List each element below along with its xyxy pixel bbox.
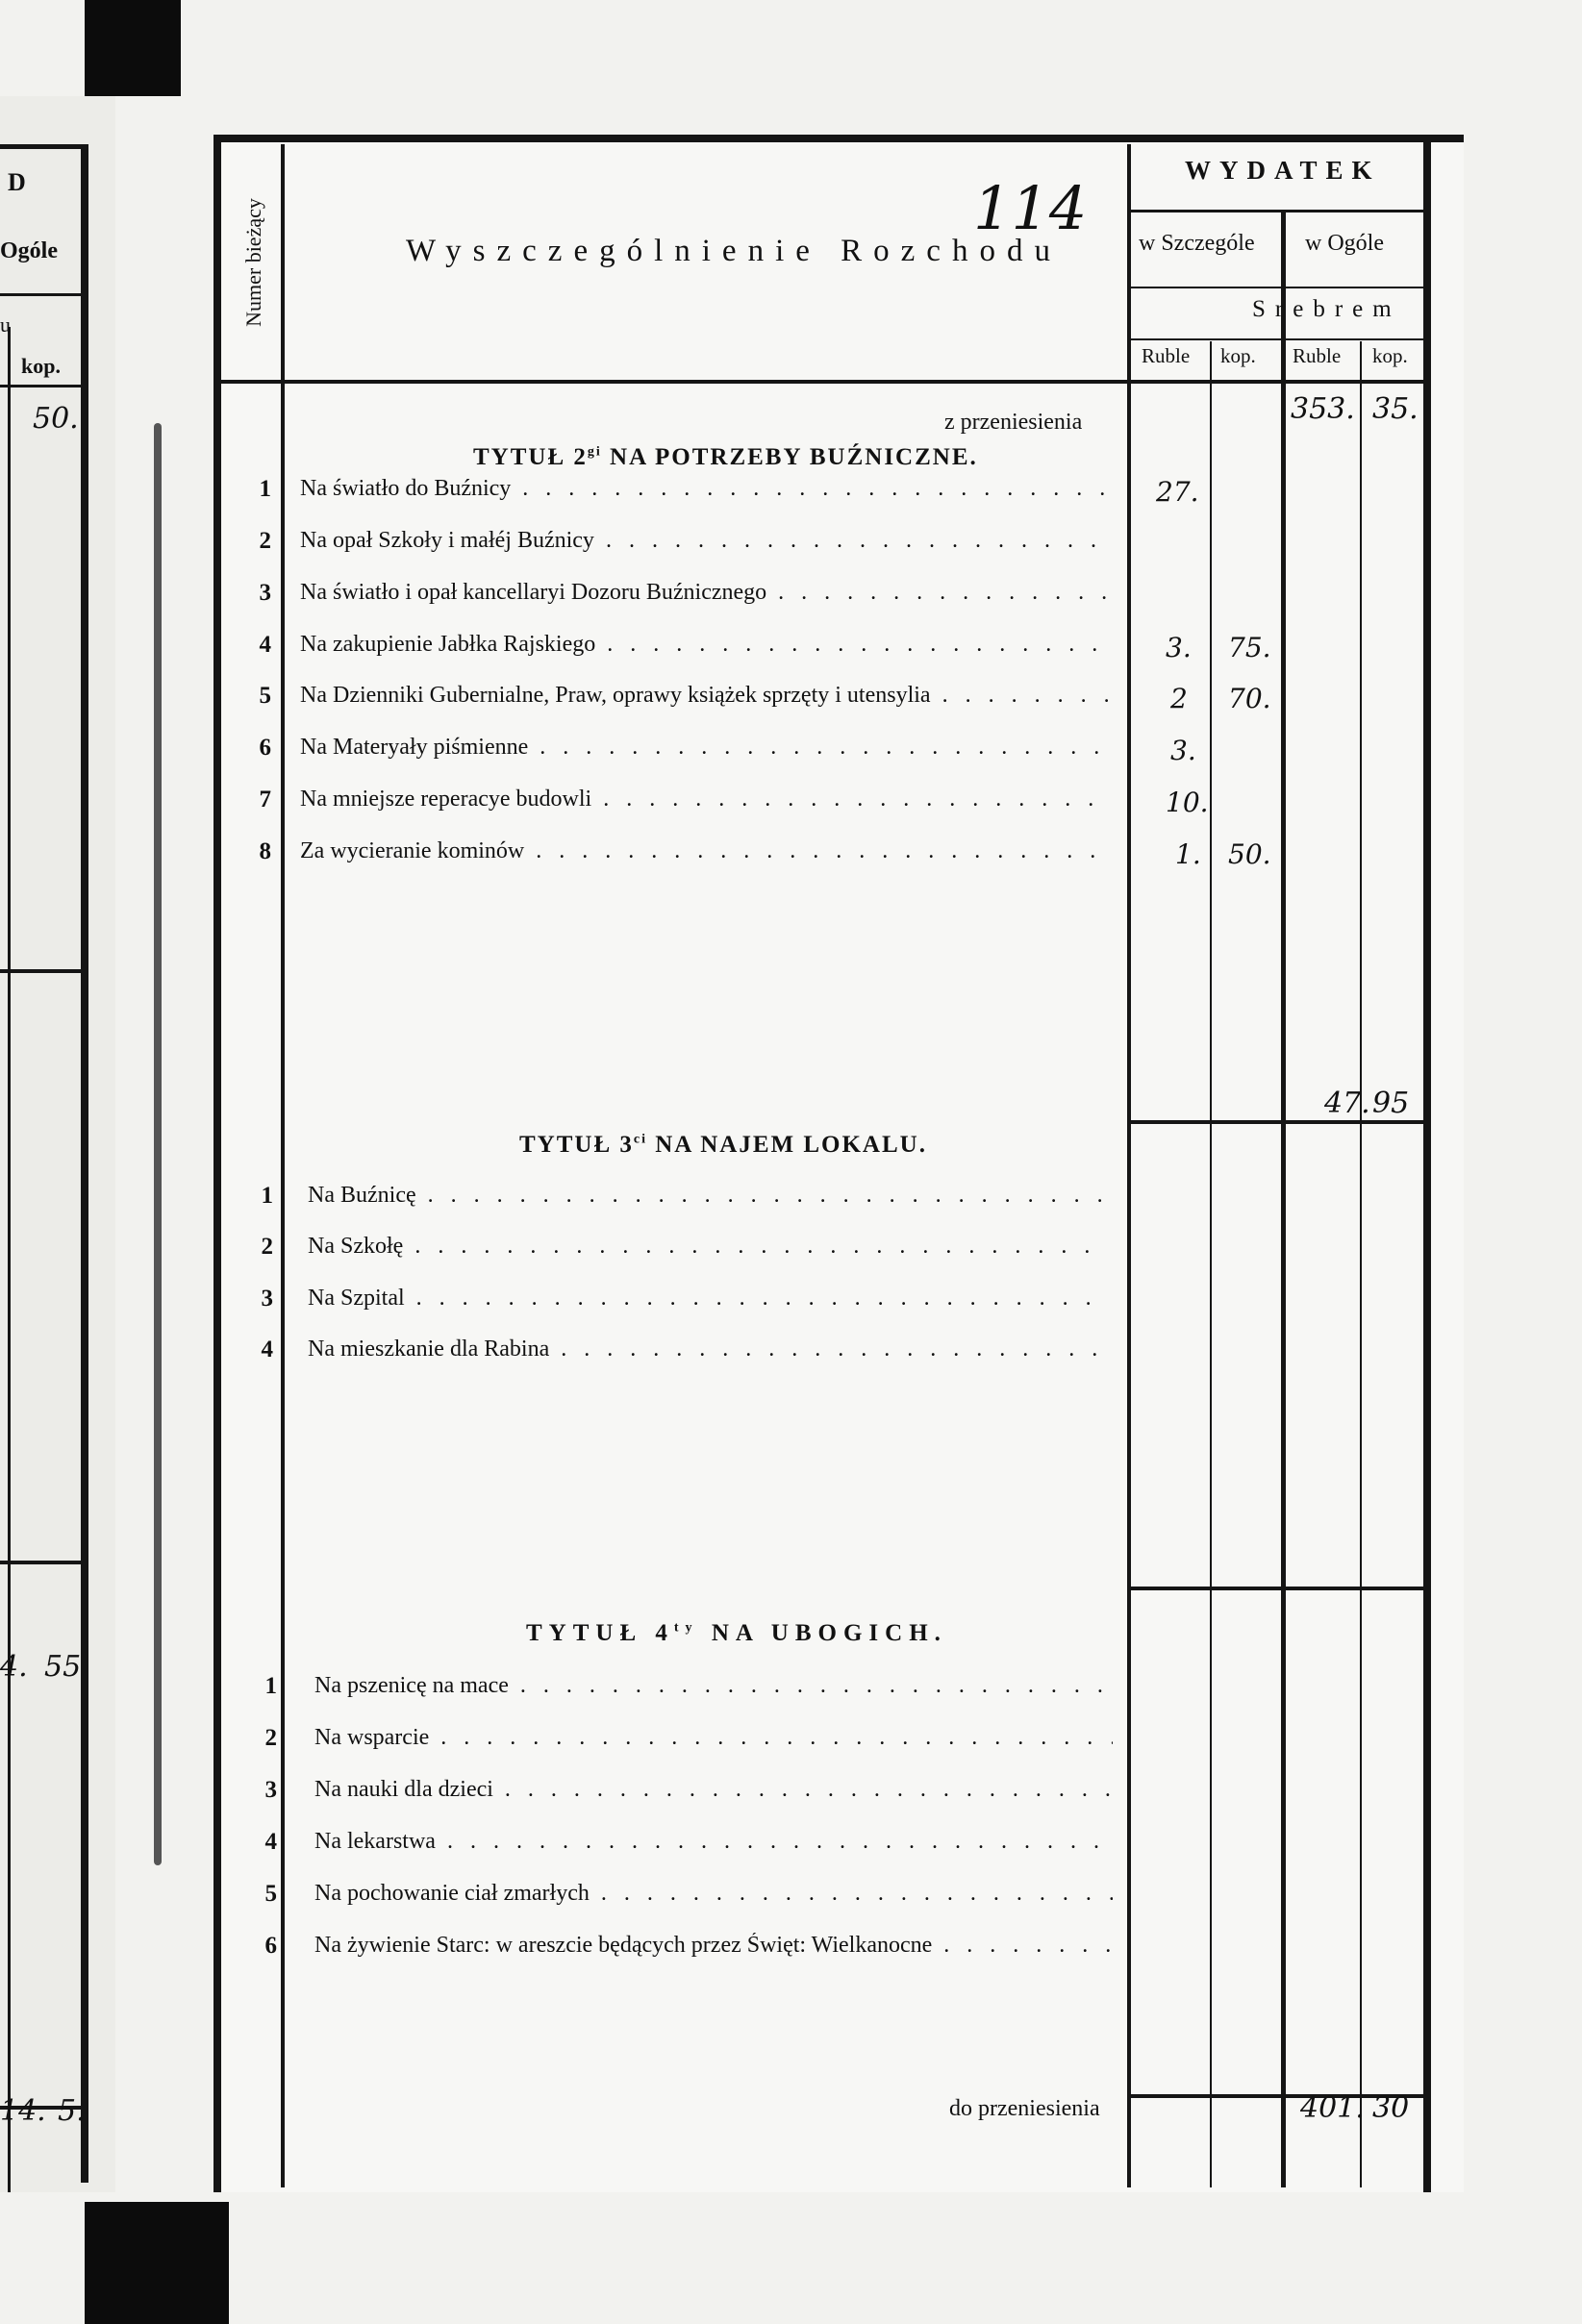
kopecks-header-total: kop. [1372, 344, 1408, 367]
list-item: 1 Na pszenicę na mace . . . [213, 1673, 1127, 1708]
list-item: 2 Na opał Szkoły i małéj Buźnicy . . . [213, 528, 1127, 562]
rubles-header-total: Ruble [1293, 344, 1342, 367]
detail-column-header: w Szczególe [1139, 231, 1255, 256]
page-title: Wyszczególnienie Rozchodu [406, 234, 1062, 268]
previous-header-total: Ogóle [0, 238, 58, 263]
section-title-2: TYTUŁ $2^{gi}$ NA POTRZEBY BUŹNICZNE. [473, 444, 978, 470]
previous-first-kop: 50. [33, 402, 79, 436]
previous-header-kop: kop. [21, 354, 61, 378]
list-item: 6 Na Materyały piśmienne . . . 3. [213, 735, 1127, 769]
carry-forward-rubles: 401. [1300, 2091, 1365, 2125]
kopecks-header-detail: kop. [1220, 344, 1256, 367]
section-2-total-rubles: 47. [1324, 1087, 1370, 1120]
frame-top [213, 135, 1464, 142]
film-edge-top [85, 0, 181, 96]
film-edge-bottom [85, 2202, 229, 2324]
list-item: 2 Na wsparcie . . . [213, 1725, 1127, 1760]
section-title-3: TYTUŁ $3^{ci}$ NA NAJEM LOKALU. [519, 1132, 927, 1158]
total-column-header: w Ogóle [1305, 231, 1384, 256]
list-item: 7 Na mniejsze reperacye budowli . . . 10. [213, 787, 1127, 821]
carried-over-label: z przeniesienia [944, 410, 1083, 435]
previous-header-letter: D [8, 168, 26, 196]
list-item: 1 Na Buźnicę . . . [213, 1183, 1127, 1217]
list-item: 3 Na światło i opał kancellaryi Dozoru Buźnicznego . . . [213, 580, 1127, 614]
carried-over-rubles: 353. [1291, 392, 1355, 426]
list-item: 4 Na lekarstwa . . . [213, 1829, 1127, 1863]
binding-thread [154, 423, 162, 1865]
rubles-header-detail: Ruble [1142, 344, 1191, 367]
list-item: 6 Na żywienie Starc: w areszcie będących przez Święt: Wielkanocne . . . [213, 1933, 1127, 1967]
expense-header: WYDATEK [1185, 156, 1381, 185]
ledger-page [213, 135, 1464, 2192]
list-item: 5 Na Dzienniki Gubernialne, Praw, oprawy książek sprzęty i utensylia . . . 2 70. [213, 683, 1127, 717]
number-column-header: Numer bieżący [241, 198, 265, 327]
list-item: 5 Na pochowanie ciał zmarłych . . . [213, 1881, 1127, 1915]
carried-over-kopecks: 35. [1372, 392, 1419, 426]
carry-forward-kopecks: 30 [1372, 2091, 1410, 2125]
previous-mid-kop: 55 [44, 1650, 82, 1684]
previous-end-kop: 5. [58, 2094, 86, 2128]
list-item: 8 Za wycieranie kominów . . . 1. 50. [213, 838, 1127, 873]
list-item: 1 Na światło do Buźnicy . . . 27. [213, 476, 1127, 511]
folio-number: 114 [973, 173, 1088, 243]
section-2-total-kopecks: 95 [1372, 1087, 1410, 1120]
section-title-4: TYTUŁ $4^{ty}$ NA UBOGICH. [526, 1620, 947, 1646]
previous-header-unit: u [0, 312, 11, 337]
list-item: 3 Na nauki dla dzieci . . . [213, 1777, 1127, 1812]
list-item: 4 Na mieszkanie dla Rabina . . . [213, 1337, 1127, 1371]
list-item: 2 Na Szkołę . . . [213, 1234, 1127, 1268]
previous-end-rub: 14. [0, 2094, 46, 2128]
previous-page-fragment [0, 96, 115, 2192]
carry-forward-label: do przeniesienia [949, 2096, 1100, 2121]
list-item: 3 Na Szpital . . . [213, 1286, 1127, 1320]
previous-mid-rub: 4. [0, 1650, 28, 1684]
currency-header: Srebrem [1252, 296, 1401, 322]
frame-right [1423, 135, 1431, 2192]
list-item: 4 Na zakupienie Jabłka Rajskiego . . . 3. 75. [213, 632, 1127, 666]
